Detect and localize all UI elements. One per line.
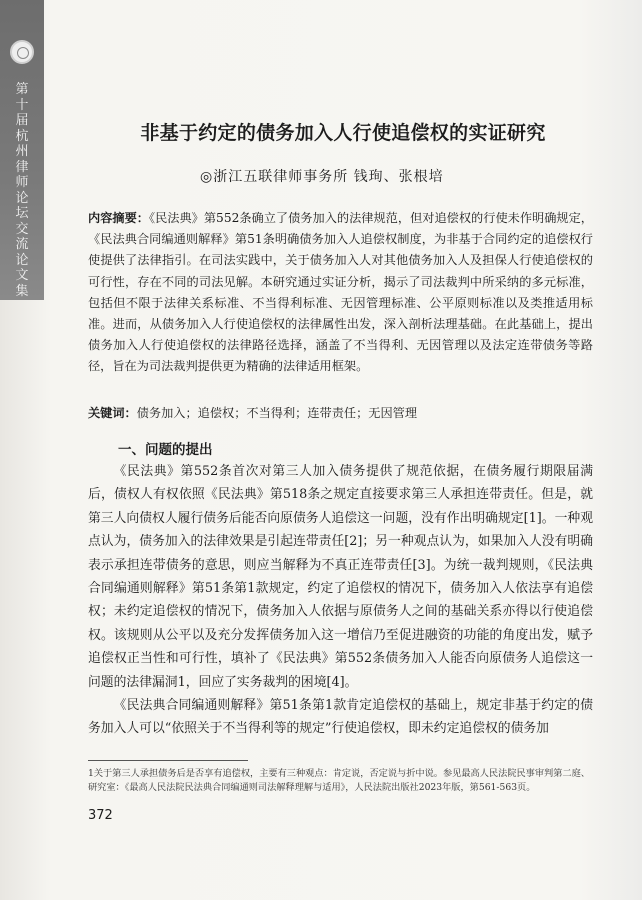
keywords bbox=[88, 404, 593, 421]
series-title-vertical: 第 十 届 杭 州 律 师 论 坛 交 流 论 文 集 bbox=[15, 82, 29, 299]
body-paragraph: 《民法典合同编通则解释》第51条第1款肯定追偿权的基础上，规定非基于约定的债务加入人可以“依照关于不当得利等的规定”行使追偿权，即未约定追偿权的债务加 bbox=[88, 698, 593, 737]
page-number: 372 bbox=[88, 808, 113, 823]
footnote-divider bbox=[88, 760, 248, 761]
keywords-label: 关键词： bbox=[88, 406, 137, 420]
body-paragraph: 《民法典》第552条首次对第三人加入债务提供了规范依据，在债务履行期限届满后，债权人有权依照《民法典》第518条之规定直接要求第三人承担连带责任。但是，就第三人向债权人履行债务后能否向原债务人追偿这一问题，没有作出明确规定[1]。一种观点认为，债务加入的法律效果是引起连带责任[2]；另一种观点认为，如果加入人没有明确表示承担连带债务的意思，则应当解释为不真正连带责任[3]。为统一裁判规则，《民法典合同编通则解释》第51条第1款规定，约定了追偿权的情况下，债务加入人依法享有追偿权；未约定追偿权的情况下，债务加入人依据与原债务人之间的基础关系亦得以行使追偿权。该规则从公平以及充分发挥债务加入这一增信乃至促进融资的功能的角度出发，赋予追偿权正当性和可行性，填补了《民法典》第552条债务加入人能否向原债务人追偿这一问题的法律漏洞1，回应了实务裁判的困境[4]。 bbox=[88, 464, 593, 690]
abstract-label: 内容摘要： bbox=[88, 211, 149, 225]
series-sidebar bbox=[0, 0, 44, 300]
article-title: 非基于约定的债务加入人行使追偿权的实证研究 bbox=[140, 122, 546, 144]
body-text bbox=[88, 460, 593, 741]
keywords-text: 债务加入；追偿权；不当得利；连带责任；无因管理 bbox=[136, 406, 418, 420]
abstract bbox=[88, 208, 593, 378]
abstract-text: 《民法典》第552条确立了债务加入的法律规范，但对追偿权的行使未作明确规定，《民法典合同编通则解释》第51条明确债务加入人追偿权制度，为非基于合同约定的追偿权行使提供了法律指引。在司法实践中，关于债务加入人对其他债务加入人及担保人行使追偿权的可行性，存在不同的司法见解。本研究通过实证分析，揭示了司法裁判中所采纳的多元标准，包括但不限于法律关系标准、不当得利标准、无因管理标准、公平原则标准以及类推适用标准。进而，从债务加入人行使追偿权的法律属性出发，深入剖析法理基础。在此基础上，提出债务加入人行使追偿权的法律路径选择，涵盖了不当得利、无因管理以及法定连带债务等路径，旨在为司法裁判提供更为精确的法律适用框架。 bbox=[88, 211, 593, 374]
footnote: 1关于第三人承担债务后是否享有追偿权，主要有三种观点：肯定说，否定说与折中说。参见最高人民法院民事审判第二庭、研究室：《最高人民法院民法典合同编通则司法解释理解与适用》，人民法院出版社2023年版，第561-563页。 bbox=[88, 768, 590, 793]
seal-icon bbox=[10, 40, 34, 64]
author-line: ◎浙江五联律师事务所 钱珣、张根培 bbox=[200, 169, 444, 185]
section-heading: 一、问题的提出 bbox=[118, 442, 213, 458]
